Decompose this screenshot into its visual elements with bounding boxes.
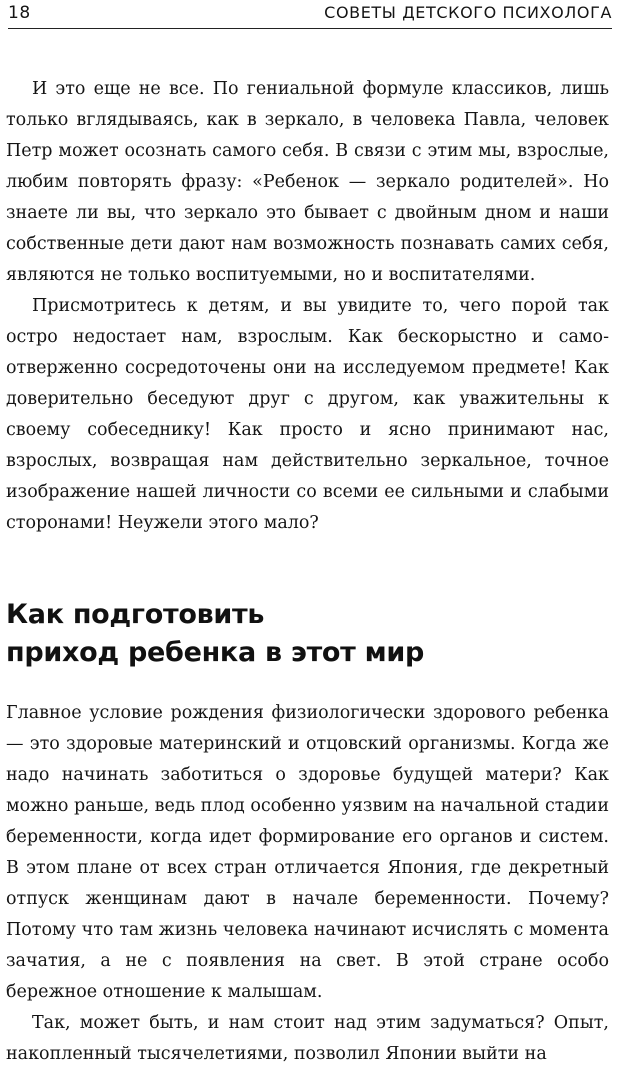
paragraph: Присмотритесь к детям, и вы увидите то, чего порой так остро недостает нам, взрослым. Как бескорыстно и самоотверженно сосредоточены они на исследуемом предмете! Как доверительно беседуют друг с другом, как уважительны к своему собеседнику! Как просто и ясно принимают нас, взрослых, возвращая нам действительно зеркальное, точное изображение нашей личности со всеми ее сильными и слабыми сторонами! Неужели этого мало? [6, 296, 609, 533]
section-heading [6, 596, 424, 672]
section-heading-line: приход ребенка в этот мир [6, 637, 425, 668]
body-text-after-heading [6, 698, 609, 1070]
paragraph: Главное условие рождения физиологически здорового ребенка — это здоровые материнский и отцовский организмы. Когда же надо начинать заботиться о здоровье будущей матери? Как можно раньше, ведь плод особенно уязвим на начальной стадии беременности, когда идет формирование его органов и систем. В этом плане от всех стран отличается Япония, где декретный отпуск женщинам дают в начале беременности. Почему? Потому что там жизнь человека начинают исчислять с момента зачатия, а не с появления на свет. В этой стране особо бережное отношение к малышам. [6, 703, 609, 1002]
paragraph: И это еще не все. По гениальной формуле классиков, лишь только вглядываясь, как в зеркало, в человека Павла, человек Петр может осознать самого себя. В связи с этим мы, взрослые, любим повторять фразу: «Ребенок — зеркало родителей». Но знаете ли вы, что зеркало это бывает с двойным дном и наши собственные дети дают нам возможность познавать самих себя, являются не только воспитуемыми, но и воспитателями. [6, 79, 609, 285]
page-header [8, 0, 612, 29]
page-number: 18 [8, 3, 31, 23]
body-text-before-heading [6, 74, 609, 539]
paragraph: Так, может быть, и нам стоит над этим задуматься? Опыт, накопленный тысячелетиями, позволил Японии выйти на [6, 1013, 609, 1064]
section-heading-line: Как подготовить [6, 599, 265, 630]
running-title: СОВЕТЫ ДЕТСКОГО ПСИХОЛОГА [324, 3, 612, 22]
